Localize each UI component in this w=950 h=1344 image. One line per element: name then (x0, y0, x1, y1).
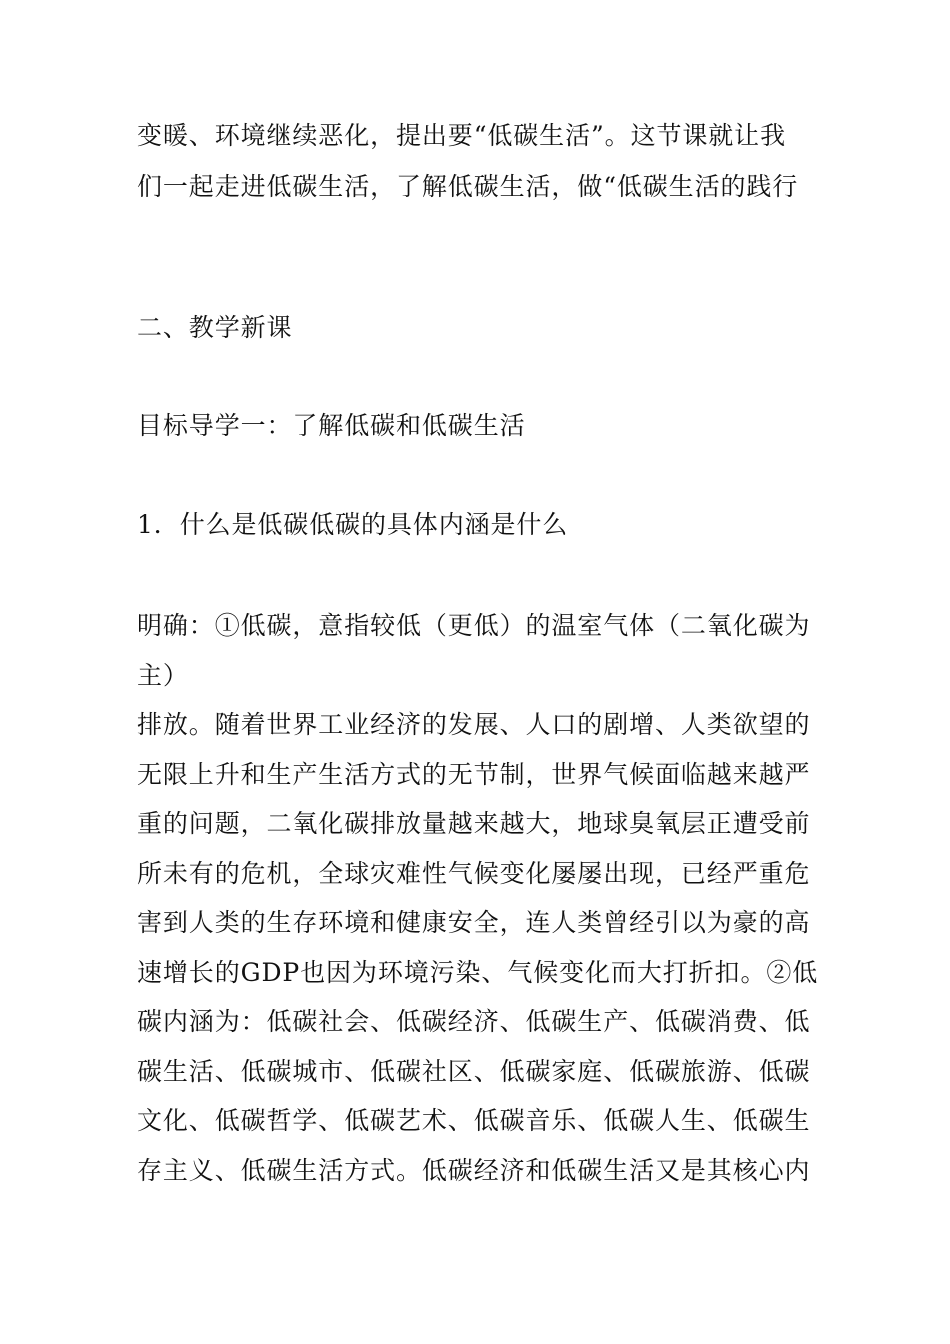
intro-line-1: 变暖、环境继续恶化，提出要“低碳生活”。这节课就让我 (137, 121, 786, 150)
answer-line-1: 明确：①低碳，意指较低（更低）的温室气体（二氧化碳为 (137, 611, 811, 640)
goal-heading: 目标导学一：了解低碳和低碳生活 (137, 411, 526, 440)
answer-line-10: 碳生活、低碳城市、低碳社区、低碳家庭、低碳旅游、低碳 (137, 1057, 811, 1086)
intro-line-2: 们一起走进低碳生活，了解低碳生活，做“低碳生活的践行 (137, 172, 799, 201)
answer-line-11: 文化、低碳哲学、低碳艺术、低碳音乐、低碳人生、低碳生 (137, 1106, 811, 1135)
answer-line-5: 重的问题，二氧化碳排放量越来越大，地球臭氧层正遭受前 (137, 809, 811, 838)
question-line: 1．什么是低碳低碳的具体内涵是什么 (137, 510, 569, 539)
answer-line-3: 排放。随着世界工业经济的发展、人口的剧增、人类欲望的 (137, 710, 811, 739)
answer-line-6: 所未有的危机，全球灾难性气候变化屡屡出现，已经严重危 (137, 859, 811, 888)
answer-line-12: 存主义、低碳生活方式。低碳经济和低碳生活又是其核心内 (137, 1156, 811, 1185)
answer-line-2: 主） (137, 661, 189, 690)
answer-line-8: 速增长的GDP也因为环境污染、气候变化而大打折扣。②低 (137, 958, 819, 987)
answer-line-7: 害到人类的生存环境和健康安全，连人类曾经引以为豪的高 (137, 908, 811, 937)
answer-line-4: 无限上升和生产生活方式的无节制，世界气候面临越来越严 (137, 760, 811, 789)
answer-line-9: 碳内涵为：低碳社会、低碳经济、低碳生产、低碳消费、低 (137, 1007, 811, 1036)
section-heading: 二、教学新课 (137, 313, 293, 342)
